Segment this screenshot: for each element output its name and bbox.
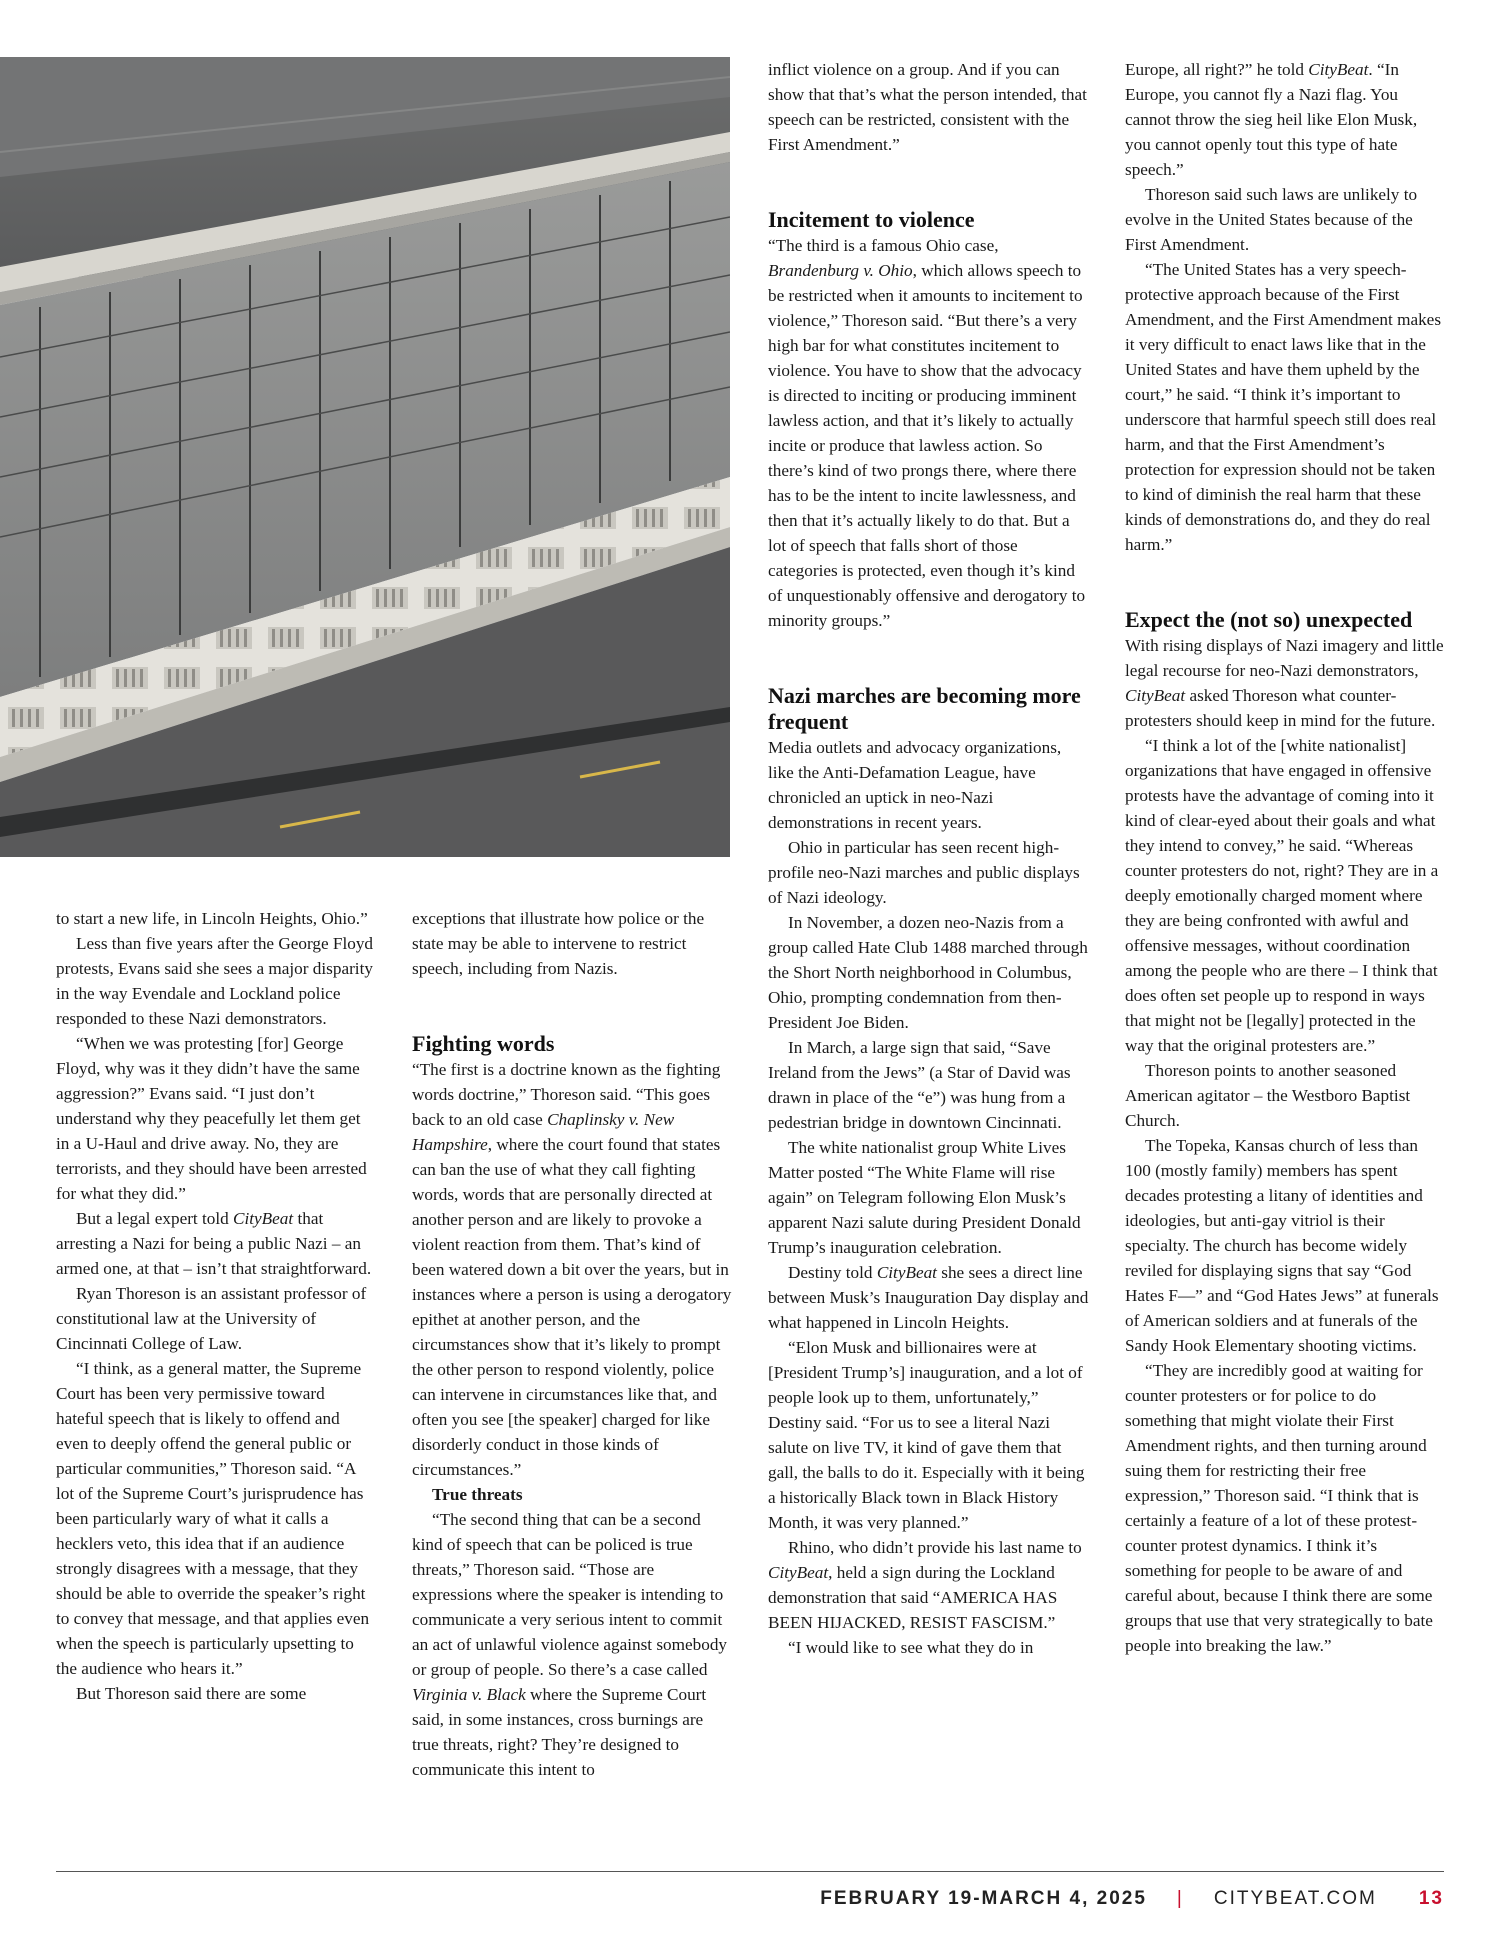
publication-name: CityBeat: [1125, 686, 1186, 705]
paragraph: In March, a large sign that said, “Save Ireland from the Jews” (a Star of David was drawn in place of the “e”) was hung from a pedestrian bridge in downtown Cincinnati.: [768, 1038, 1071, 1132]
section-heading: Incitement to violence: [768, 207, 975, 232]
paragraph: The white nationalist group White Lives Matter posted “The White Flame will rise again” on Telegram following Elon Musk’s apparent Nazi salute during President Donald Trump’s inauguration celebration.: [768, 1138, 1081, 1257]
paragraph: But a legal expert told CityBeat that arresting a Nazi for being a public Nazi – an armed one, at that – isn’t that straightforward.: [56, 1209, 372, 1278]
paragraph: inflict violence on a group. And if you can show that that’s what the person intended, that speech can be restricted, consistent with the First Amendment.”: [768, 60, 1087, 154]
paragraph: In November, a dozen neo-Nazis from a group called Hate Club 1488 marched through the Short North neighborhood in Columbus, Ohio, prompting condemnation from then-President Joe Biden.: [768, 913, 1088, 1032]
paragraph: “The first is a doctrine known as the fighting words doctrine,” Thoreson said. “This goes back to an old case Chaplinsky v. New Hampshire, where the court found that states can ban the use of what they call fighting words, words that are personally directed at another person and are likely to provoke a violent reaction from them. That’s kind of been watered down a bit over the years, but in instances where a person is using a derogatory epithet at another person, and the circumstances show that it’s likely to prompt the other person to respond violently, police can intervene in circumstances like that, and often you see [the speaker] charged for like disorderly conduct in those kinds of circumstances.”: [412, 1060, 732, 1479]
highway-overpass-image: [0, 57, 730, 857]
publication-name: CityBeat: [876, 1263, 937, 1282]
paragraph: Thoreson said such laws are unlikely to evolve in the United States because of the First Amendment.: [1125, 185, 1418, 254]
paragraph: “I think, as a general matter, the Supreme Court has been very permissive toward hateful speech that is likely to offend and even to deeply offend the general public or particular communities,” Thoreson said. “A lot of the Supreme Court’s jurisprudence has been particularly wary of what it calls a hecklers veto, this idea that if an audience strongly disagrees with a message, that they should be able to override the speaker’s right to convey that message, and that applies even when the speech is particularly upsetting to the audience who hears it.”: [56, 1359, 370, 1678]
paragraph: Media outlets and advocacy organizations, like the Anti-Defamation League, have chronicled an uptick in neo-Nazi demonstrations in recent years.: [768, 738, 1062, 832]
paragraph: “They are incredibly good at waiting for counter protesters or for police to do something that might violate their First Amendment rights, and then turning around suing them for restricting their free expression,” Thoreson said. “I think that is certainly a feature of a lot of these protest-counter protest dynamics. I think it’s something for people to be aware of and careful about, because I think there are some groups that use that very strategically to bate people into breaking the law.”: [1125, 1361, 1433, 1655]
paragraph: “I think a lot of the [white nationalist] organizations that have engaged in offensive protests have the advantage of coming into it kind of clear-eyed about their goals and what they intend to convey,” he said. “Whereas counter protesters do not, right? They are in a deeply emotionally charged moment where they are being confronted with awful and offensive messages, without coordination among the people who are there – I think that does often set people up to respond in ways that might not be [legally] protected in the way that the original protesters are.”: [1125, 736, 1439, 1055]
subheading: [412, 1482, 732, 1507]
case-name: Virginia v. Black: [412, 1685, 526, 1704]
paragraph: “Elon Musk and billionaires were at [President Trump’s] inauguration, and a lot of people look up to them, unfortunately,” Destiny said. “For us to see a literal Nazi salute on live TV, it kind of gave them that gall, the balls to do it. Especially with it being a historically Black town in Black History Month, it was very planned.”: [768, 1338, 1085, 1532]
paragraph: exceptions that illustrate how police or the state may be able to intervene to restrict speech, including from Nazis.: [412, 909, 705, 978]
paragraph: Destiny told CityBeat she sees a direct line between Musk’s Inauguration Day display and what happened in Lincoln Heights.: [768, 1263, 1089, 1332]
column-1: [56, 906, 376, 1706]
paragraph: Europe, all right?” he told CityBeat. “In Europe, you cannot fly a Nazi flag. You cannot throw the sieg heil like Elon Musk, you cannot openly tout this type of hate speech.”: [1125, 60, 1418, 179]
page-number: 13: [1418, 1888, 1444, 1909]
footer-rule: [56, 1871, 1444, 1872]
paragraph: “The third is a famous Ohio case, Brandenburg v. Ohio, which allows speech to be restricted when it amounts to incitement to violence,” Thoreson said. “But there’s a very high bar for what constitutes incitement to violence. You have to show that the advocacy is directed to inciting or producing imminent lawless action, and that it’s likely to actually incite or produce that lawless action. So there’s kind of two prongs there, where there has to be the intent to incite lawlessness, and then that it’s actually likely to do that. But a lot of speech that falls short of those categories is protected, even though it’s kind of unquestionably offensive and derogatory to minority groups.”: [768, 236, 1086, 630]
column-4: [1125, 57, 1447, 1658]
paragraph: But Thoreson said there are some: [76, 1684, 307, 1703]
column-3: [768, 57, 1090, 1660]
paragraph: Less than five years after the George Floyd protests, Evans said she sees a major disparity in the way Evendale and Lockland police responded to these Nazi demonstrators.: [56, 934, 374, 1028]
paragraph: “I would like to see what they do in: [788, 1638, 1034, 1657]
issue-date: FEBRUARY 19-MARCH 4, 2025: [820, 1888, 1147, 1909]
paragraph: Ohio in particular has seen recent high-profile neo-Nazi marches and public displays of Nazi ideology.: [768, 838, 1080, 907]
section-heading: Fighting words: [412, 1031, 555, 1056]
page-footer: [820, 1886, 1444, 1912]
footer-separator: |: [1176, 1888, 1184, 1909]
column-2: [412, 906, 732, 1782]
overpass-photo: [0, 57, 730, 857]
case-name: Chaplinsky v. New Hampshire: [412, 1110, 675, 1154]
paragraph: to start a new life, in Lincoln Heights, Ohio.”: [56, 909, 368, 928]
paragraph: Rhino, who didn’t provide his last name to CityBeat, held a sign during the Lockland demonstration that said “AMERICA HAS BEEN HIJACKED, RESIST FASCISM.”: [768, 1538, 1082, 1632]
paragraph: “When we was protesting [for] George Floyd, why was it they didn’t have the same aggression?” Evans said. “I just don’t understand why they peacefully let them get in a U-Haul and drive away. No, they are terrorists, and they should have been arrested for what they did.”: [56, 1034, 367, 1203]
case-name: Brandenburg v. Ohio: [768, 261, 913, 280]
paragraph: “The United States has a very speech-protective approach because of the First Amendment, and the First Amendment makes it very difficult to enact laws like that in the United States and have them upheld by the court,” he said. “I think it’s important to underscore that harmful speech still does real harm, and that the First Amendment’s protection for expression should not be taken to kind of diminish the real harm that these kinds of demonstrations do, and they do real harm.”: [1125, 260, 1442, 554]
section-heading: Nazi marches are becoming more frequent: [768, 683, 1081, 734]
publication-name: CityBeat: [768, 1563, 829, 1582]
paragraph: Thoreson points to another seasoned American agitator – the Westboro Baptist Church.: [1125, 1061, 1411, 1130]
paragraph: The Topeka, Kansas church of less than 100 (mostly family) members has spent decades protesting a litany of identities and ideologies, but anti-gay vitriol is their specialty. The church has become widely reviled for displaying signs that say “God Hates F—” and “God Hates Jews” at funerals of American soldiers and at funerals of the Sandy Hook Elementary shooting victims.: [1125, 1136, 1439, 1355]
section-heading: Expect the (not so) unexpected: [1125, 607, 1413, 632]
paragraph: “The second thing that can be a second kind of speech that can be policed is true threats,” Thoreson said. “Those are expressions where the speaker is intending to communicate a very serious intent to commit an act of unlawful violence against somebody or group of people. So there’s a case called Virginia v. Black where the Supreme Court said, in some instances, cross burnings are true threats, right? They’re designed to communicate this intent to: [412, 1510, 728, 1779]
runin-heading: True threats: [432, 1485, 523, 1504]
paragraph: Ryan Thoreson is an assistant professor of constitutional law at the University of Cincinnati College of Law.: [56, 1284, 367, 1353]
publication-name: CityBeat: [233, 1209, 294, 1228]
publication-name: CityBeat: [1308, 60, 1369, 79]
website-link[interactable]: CITYBEAT.COM: [1213, 1888, 1377, 1909]
paragraph: With rising displays of Nazi imagery and little legal recourse for neo-Nazi demonstrators, CityBeat asked Thoreson what counter-protesters should keep in mind for the future.: [1125, 636, 1444, 730]
